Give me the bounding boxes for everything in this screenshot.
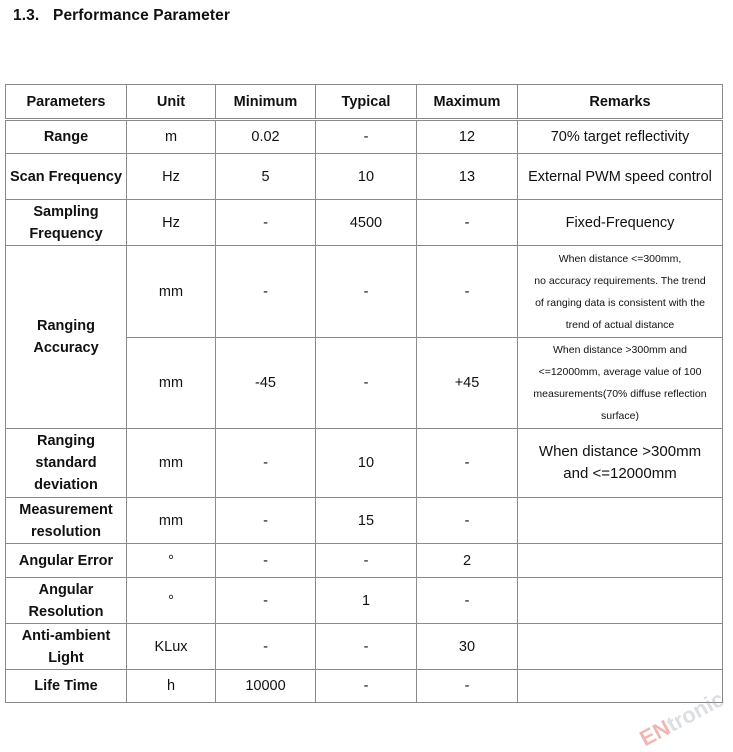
maximum-cell: - [417, 578, 518, 624]
minimum-cell: 5 [216, 154, 316, 200]
section-title: Performance Parameter [53, 7, 230, 24]
header-typical: Typical [316, 85, 417, 120]
header-parameters: Parameters [6, 85, 127, 120]
remark-line: measurements(70% diffuse reflection [533, 388, 707, 400]
maximum-cell: - [417, 429, 518, 498]
minimum-cell: -45 [216, 338, 316, 429]
maximum-cell: 13 [417, 154, 518, 200]
maximum-cell: - [417, 670, 518, 703]
param-cell: Range [6, 120, 127, 154]
minimum-cell: - [216, 544, 316, 578]
typical-cell: - [316, 670, 417, 703]
minimum-cell: 0.02 [216, 120, 316, 154]
table-row [6, 120, 723, 154]
unit-cell: Hz [127, 154, 216, 200]
unit-cell: mm [127, 498, 216, 544]
maximum-cell: 30 [417, 624, 518, 670]
table-row [6, 544, 723, 578]
typical-cell: 10 [316, 154, 417, 200]
unit-cell: KLux [127, 624, 216, 670]
param-cell: Angular Error [6, 544, 127, 578]
remarks-cell: Fixed-Frequency [518, 200, 723, 246]
minimum-cell: - [216, 498, 316, 544]
unit-cell: mm [127, 246, 216, 338]
remark-line: of ranging data is consistent with the [535, 296, 705, 309]
remark-line: trend of actual distance [565, 318, 675, 331]
remark-line: When distance <=300mm, [558, 252, 682, 265]
param-cell: Scan Frequency [6, 154, 127, 200]
typical-cell: - [316, 544, 417, 578]
header-row [6, 85, 723, 120]
typical-cell: - [316, 338, 417, 429]
watermark-part-1: EN [635, 714, 675, 752]
typical-cell: - [316, 246, 417, 338]
header-maximum: Maximum [417, 85, 518, 120]
typical-cell: - [316, 120, 417, 154]
remarks-cell: 70% target reflectivity [518, 120, 723, 154]
unit-cell: Hz [127, 200, 216, 246]
remark-line: no accuracy requirements. The trend [534, 274, 706, 287]
remark-line: and <=12000mm [563, 465, 677, 482]
header-minimum: Minimum [216, 85, 316, 120]
remarks-cell [518, 544, 723, 578]
unit-cell: mm [127, 338, 216, 429]
watermark-part-2: tronic [662, 686, 729, 737]
remark-line: When distance >300mm and [553, 344, 687, 356]
unit-cell: mm [127, 429, 216, 498]
remarks-cell [518, 338, 723, 429]
typical-cell: 1 [316, 578, 417, 624]
remarks-cell [518, 429, 723, 498]
section-heading [13, 7, 230, 25]
remark-line: surface) [601, 410, 639, 422]
table-row [6, 154, 723, 200]
maximum-cell: - [417, 498, 518, 544]
minimum-cell: - [216, 624, 316, 670]
unit-cell: m [127, 120, 216, 154]
param-cell: Life Time [6, 670, 127, 703]
param-cell: Angular Resolution [6, 578, 127, 624]
param-cell: Ranging standard deviation [6, 429, 127, 498]
remarks-cell [518, 498, 723, 544]
remark-line: When distance >300mm [538, 443, 702, 460]
header-unit: Unit [127, 85, 216, 120]
typical-cell: 15 [316, 498, 417, 544]
maximum-cell: +45 [417, 338, 518, 429]
maximum-cell: - [417, 200, 518, 246]
param-cell: Sampling Frequency [6, 200, 127, 246]
remarks-cell [518, 578, 723, 624]
minimum-cell: - [216, 246, 316, 338]
table-row [6, 200, 723, 246]
table-row [6, 578, 723, 624]
table-row [6, 429, 723, 498]
unit-cell: ° [127, 544, 216, 578]
minimum-cell: - [216, 200, 316, 246]
table-row [6, 670, 723, 703]
remarks-cell [518, 624, 723, 670]
typical-cell: 10 [316, 429, 417, 498]
unit-cell: ° [127, 578, 216, 624]
minimum-cell: - [216, 429, 316, 498]
param-cell: Ranging Accuracy [6, 246, 127, 429]
param-cell: Anti-ambient Light [6, 624, 127, 670]
table-row [6, 624, 723, 670]
remarks-cell: External PWM speed control [518, 154, 723, 200]
performance-parameter-table [5, 84, 723, 703]
remark-line: <=12000mm, average value of 100 [538, 366, 702, 378]
minimum-cell: - [216, 578, 316, 624]
typical-cell: - [316, 624, 417, 670]
typical-cell: 4500 [316, 200, 417, 246]
unit-cell: h [127, 670, 216, 703]
header-remarks: Remarks [518, 85, 723, 120]
section-number: 1.3. [13, 7, 40, 24]
table-row [6, 498, 723, 544]
maximum-cell: - [417, 246, 518, 338]
remarks-cell [518, 246, 723, 338]
minimum-cell: 10000 [216, 670, 316, 703]
maximum-cell: 12 [417, 120, 518, 154]
param-cell: Measurement resolution [6, 498, 127, 544]
table-row [6, 246, 723, 338]
remarks-cell [518, 670, 723, 703]
maximum-cell: 2 [417, 544, 518, 578]
